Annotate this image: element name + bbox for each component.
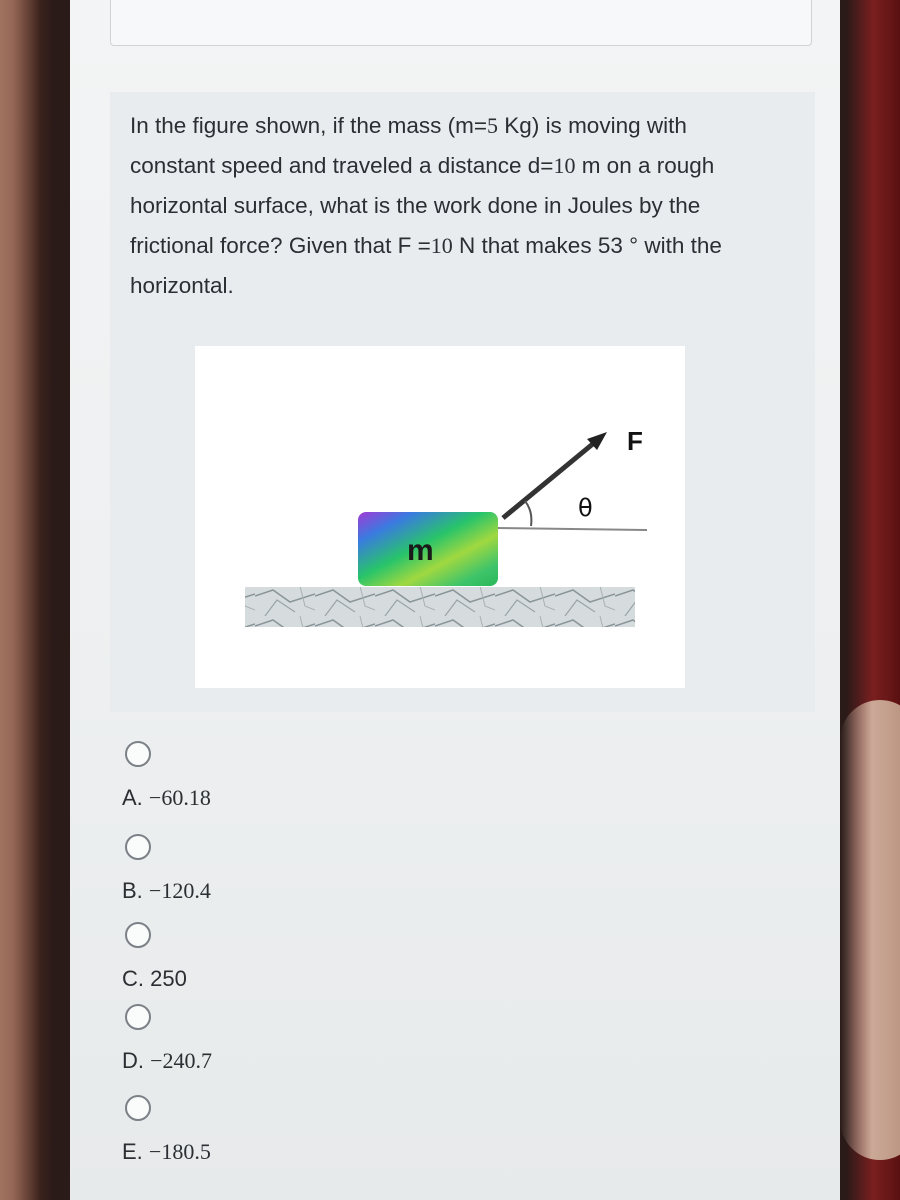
option-value: −180.5 bbox=[148, 1139, 211, 1164]
option-letter: C. bbox=[122, 966, 144, 991]
option-letter: D. bbox=[122, 1048, 144, 1073]
option-d[interactable] bbox=[122, 1004, 422, 1084]
question-part-number: 10 bbox=[553, 153, 576, 178]
option-d-label[interactable] bbox=[122, 1048, 212, 1074]
option-value: 250 bbox=[150, 966, 187, 991]
option-a[interactable] bbox=[122, 741, 422, 821]
quiz-screen bbox=[70, 0, 840, 1200]
option-e[interactable] bbox=[122, 1095, 422, 1175]
question-part: m on a rough horizontal surface, what is the work done in Joules by the frictional force? Given that F = bbox=[130, 153, 715, 258]
mass-label: m bbox=[407, 534, 434, 567]
option-letter: A. bbox=[122, 785, 143, 810]
horizontal-reference-line bbox=[495, 528, 647, 530]
radio-button-c[interactable] bbox=[125, 922, 151, 948]
question-part: Kg) is moving with constant speed and traveled a distance d= bbox=[130, 113, 687, 178]
previous-question-box bbox=[110, 0, 812, 46]
radio-button-a[interactable] bbox=[125, 741, 151, 767]
physics-figure bbox=[195, 346, 685, 688]
option-e-label[interactable] bbox=[122, 1139, 211, 1165]
figure-svg bbox=[195, 346, 685, 688]
option-value: −120.4 bbox=[148, 878, 211, 903]
option-c[interactable] bbox=[122, 922, 422, 1002]
rough-surface bbox=[245, 587, 635, 627]
question-part-number: 5 bbox=[487, 113, 499, 138]
angle-label: θ bbox=[578, 494, 593, 522]
option-a-label[interactable] bbox=[122, 785, 211, 811]
question-card bbox=[110, 92, 815, 712]
force-label: F bbox=[627, 426, 643, 456]
question-part: N that makes 53 ° with the horizontal. bbox=[130, 233, 722, 298]
radio-button-b[interactable] bbox=[125, 834, 151, 860]
option-b[interactable] bbox=[122, 834, 422, 914]
radio-button-e[interactable] bbox=[125, 1095, 151, 1121]
question-part: In the figure shown, if the mass (m= bbox=[130, 113, 488, 138]
angle-arc bbox=[525, 501, 531, 526]
radio-button-d[interactable] bbox=[125, 1004, 151, 1030]
finger-overlay-right bbox=[840, 700, 900, 1160]
option-c-label[interactable] bbox=[122, 966, 187, 992]
question-part-number: 10 bbox=[430, 233, 453, 258]
option-letter: E. bbox=[122, 1139, 143, 1164]
option-b-label[interactable] bbox=[122, 878, 211, 904]
option-value: −240.7 bbox=[150, 1048, 213, 1073]
finger-overlay-left bbox=[0, 0, 40, 1200]
option-letter: B. bbox=[122, 878, 143, 903]
option-value: −60.18 bbox=[148, 785, 211, 810]
question-text bbox=[130, 106, 770, 306]
